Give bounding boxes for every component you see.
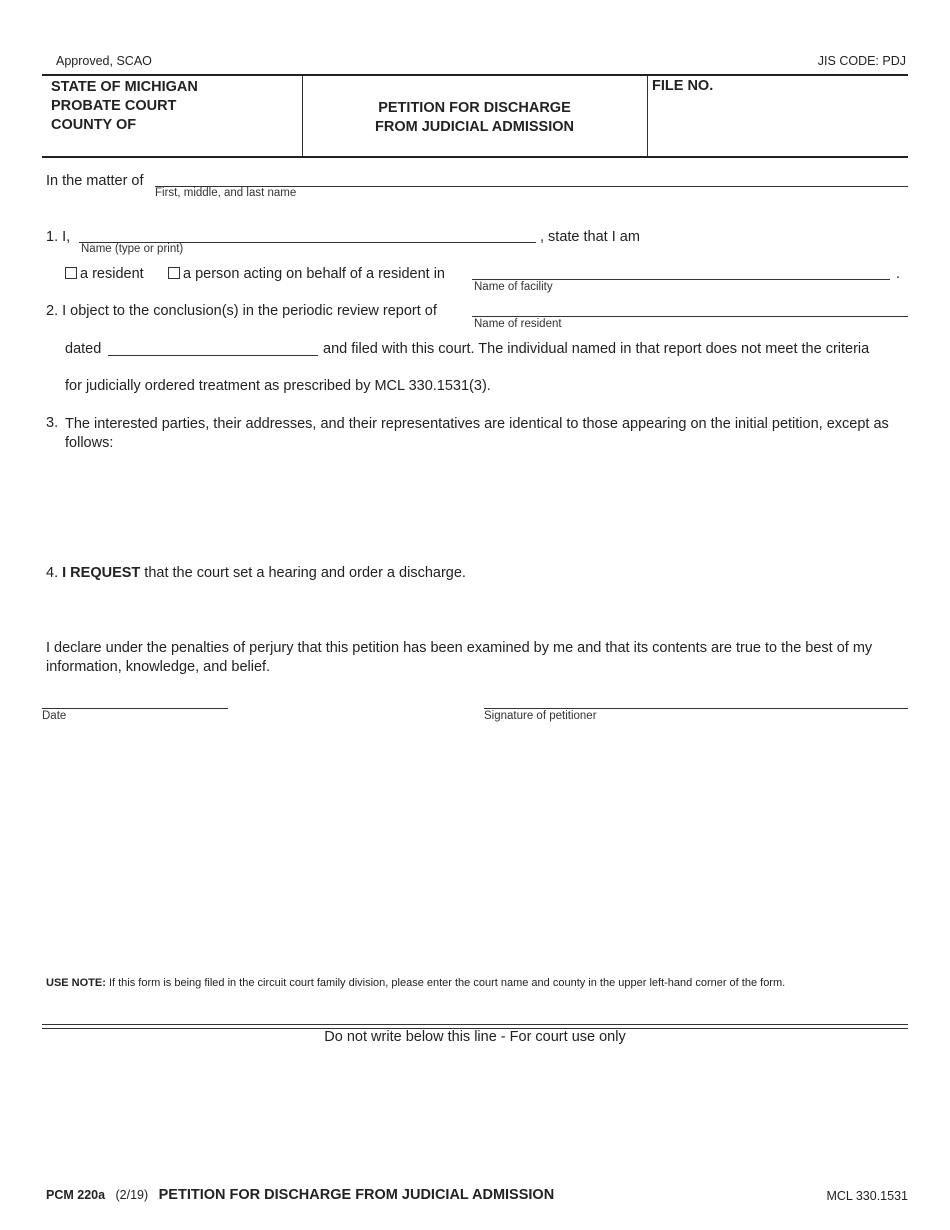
item4-number: 4. [46,565,59,581]
signature-caption: Signature of petitioner [484,710,597,722]
item3-text: The interested parties, their addresses, and their representatives are identical to those appearing on the initial petition, except as follows: [65,416,889,451]
matter-name-caption: First, middle, and last name [155,187,297,199]
court-line-state: STATE OF MICHIGAN [51,79,198,95]
approval-text: Approved, SCAO [56,54,152,68]
use-note-text: If this form is being filed in the circuit court family division, please enter the court name and county in the upper left-hand corner of the form. [105,977,786,989]
item1-suffix: , state that I am [540,229,640,245]
date-field[interactable] [42,708,228,709]
form-revision: (2/19) [115,1188,149,1202]
item4-text: that the court set a hearing and order a discharge. [140,565,466,581]
behalf-checkbox[interactable] [168,267,180,279]
resident-name-caption: Name of resident [474,318,562,330]
form-header [42,74,908,158]
footer-statute: MCL 330.1531 [826,1189,908,1203]
use-note-label: USE NOTE: [46,977,106,989]
resident-option[interactable] [65,266,144,282]
use-note [46,977,785,989]
form-title [302,99,647,137]
court-line-court: PROBATE COURT [51,98,177,114]
court-line-county: COUNTY OF [51,117,137,133]
signature-field[interactable] [484,708,908,709]
form-title-line-1: PETITION FOR DISCHARGE [378,100,571,116]
declaration-text: I declare under the penalties of perjury that this petition has been examined by me and that its contents are true to the best of my information, knowledge, and belief. [46,640,873,675]
petitioner-name-caption: Name (type or print) [81,243,184,255]
item1-period: . [896,266,901,282]
resident-name-field[interactable] [472,316,908,317]
resident-checkbox[interactable] [65,267,77,279]
item1-prefix: 1. I, [46,229,71,245]
form-code: PCM 220a [46,1188,106,1202]
item3-number: 3. [46,415,59,431]
behalf-option-label: a person acting on behalf of a resident in [183,266,445,282]
report-date-field[interactable] [108,355,318,356]
item4-request: I REQUEST [62,565,141,581]
form-footer [46,1186,554,1204]
court-block [51,78,198,135]
item4-statement [46,565,466,581]
dated-suffix: and filed with this court. The individual named in that report does not meet the criteria [323,341,870,357]
facility-name-field[interactable] [472,279,890,280]
court-use-text: Do not write below this line - For court use only [324,1029,626,1045]
resident-option-label: a resident [80,266,144,282]
form-title-line-2: FROM JUDICIAL ADMISSION [375,119,574,135]
item2-continuation: for judicially ordered treatment as prescribed by MCL 330.1531(3). [65,378,491,394]
behalf-option[interactable] [168,266,445,282]
facility-name-caption: Name of facility [474,281,553,293]
matter-label: In the matter of [46,173,144,189]
date-caption: Date [42,710,67,722]
jis-code: JIS CODE: PDJ [817,54,906,68]
footer-title: PETITION FOR DISCHARGE FROM JUDICIAL ADMISSION [158,1187,555,1203]
item2-text: 2. I object to the conclusion(s) in the periodic review report of [46,303,437,319]
dated-label: dated [65,341,102,357]
file-no-label: FILE NO. [652,78,714,94]
